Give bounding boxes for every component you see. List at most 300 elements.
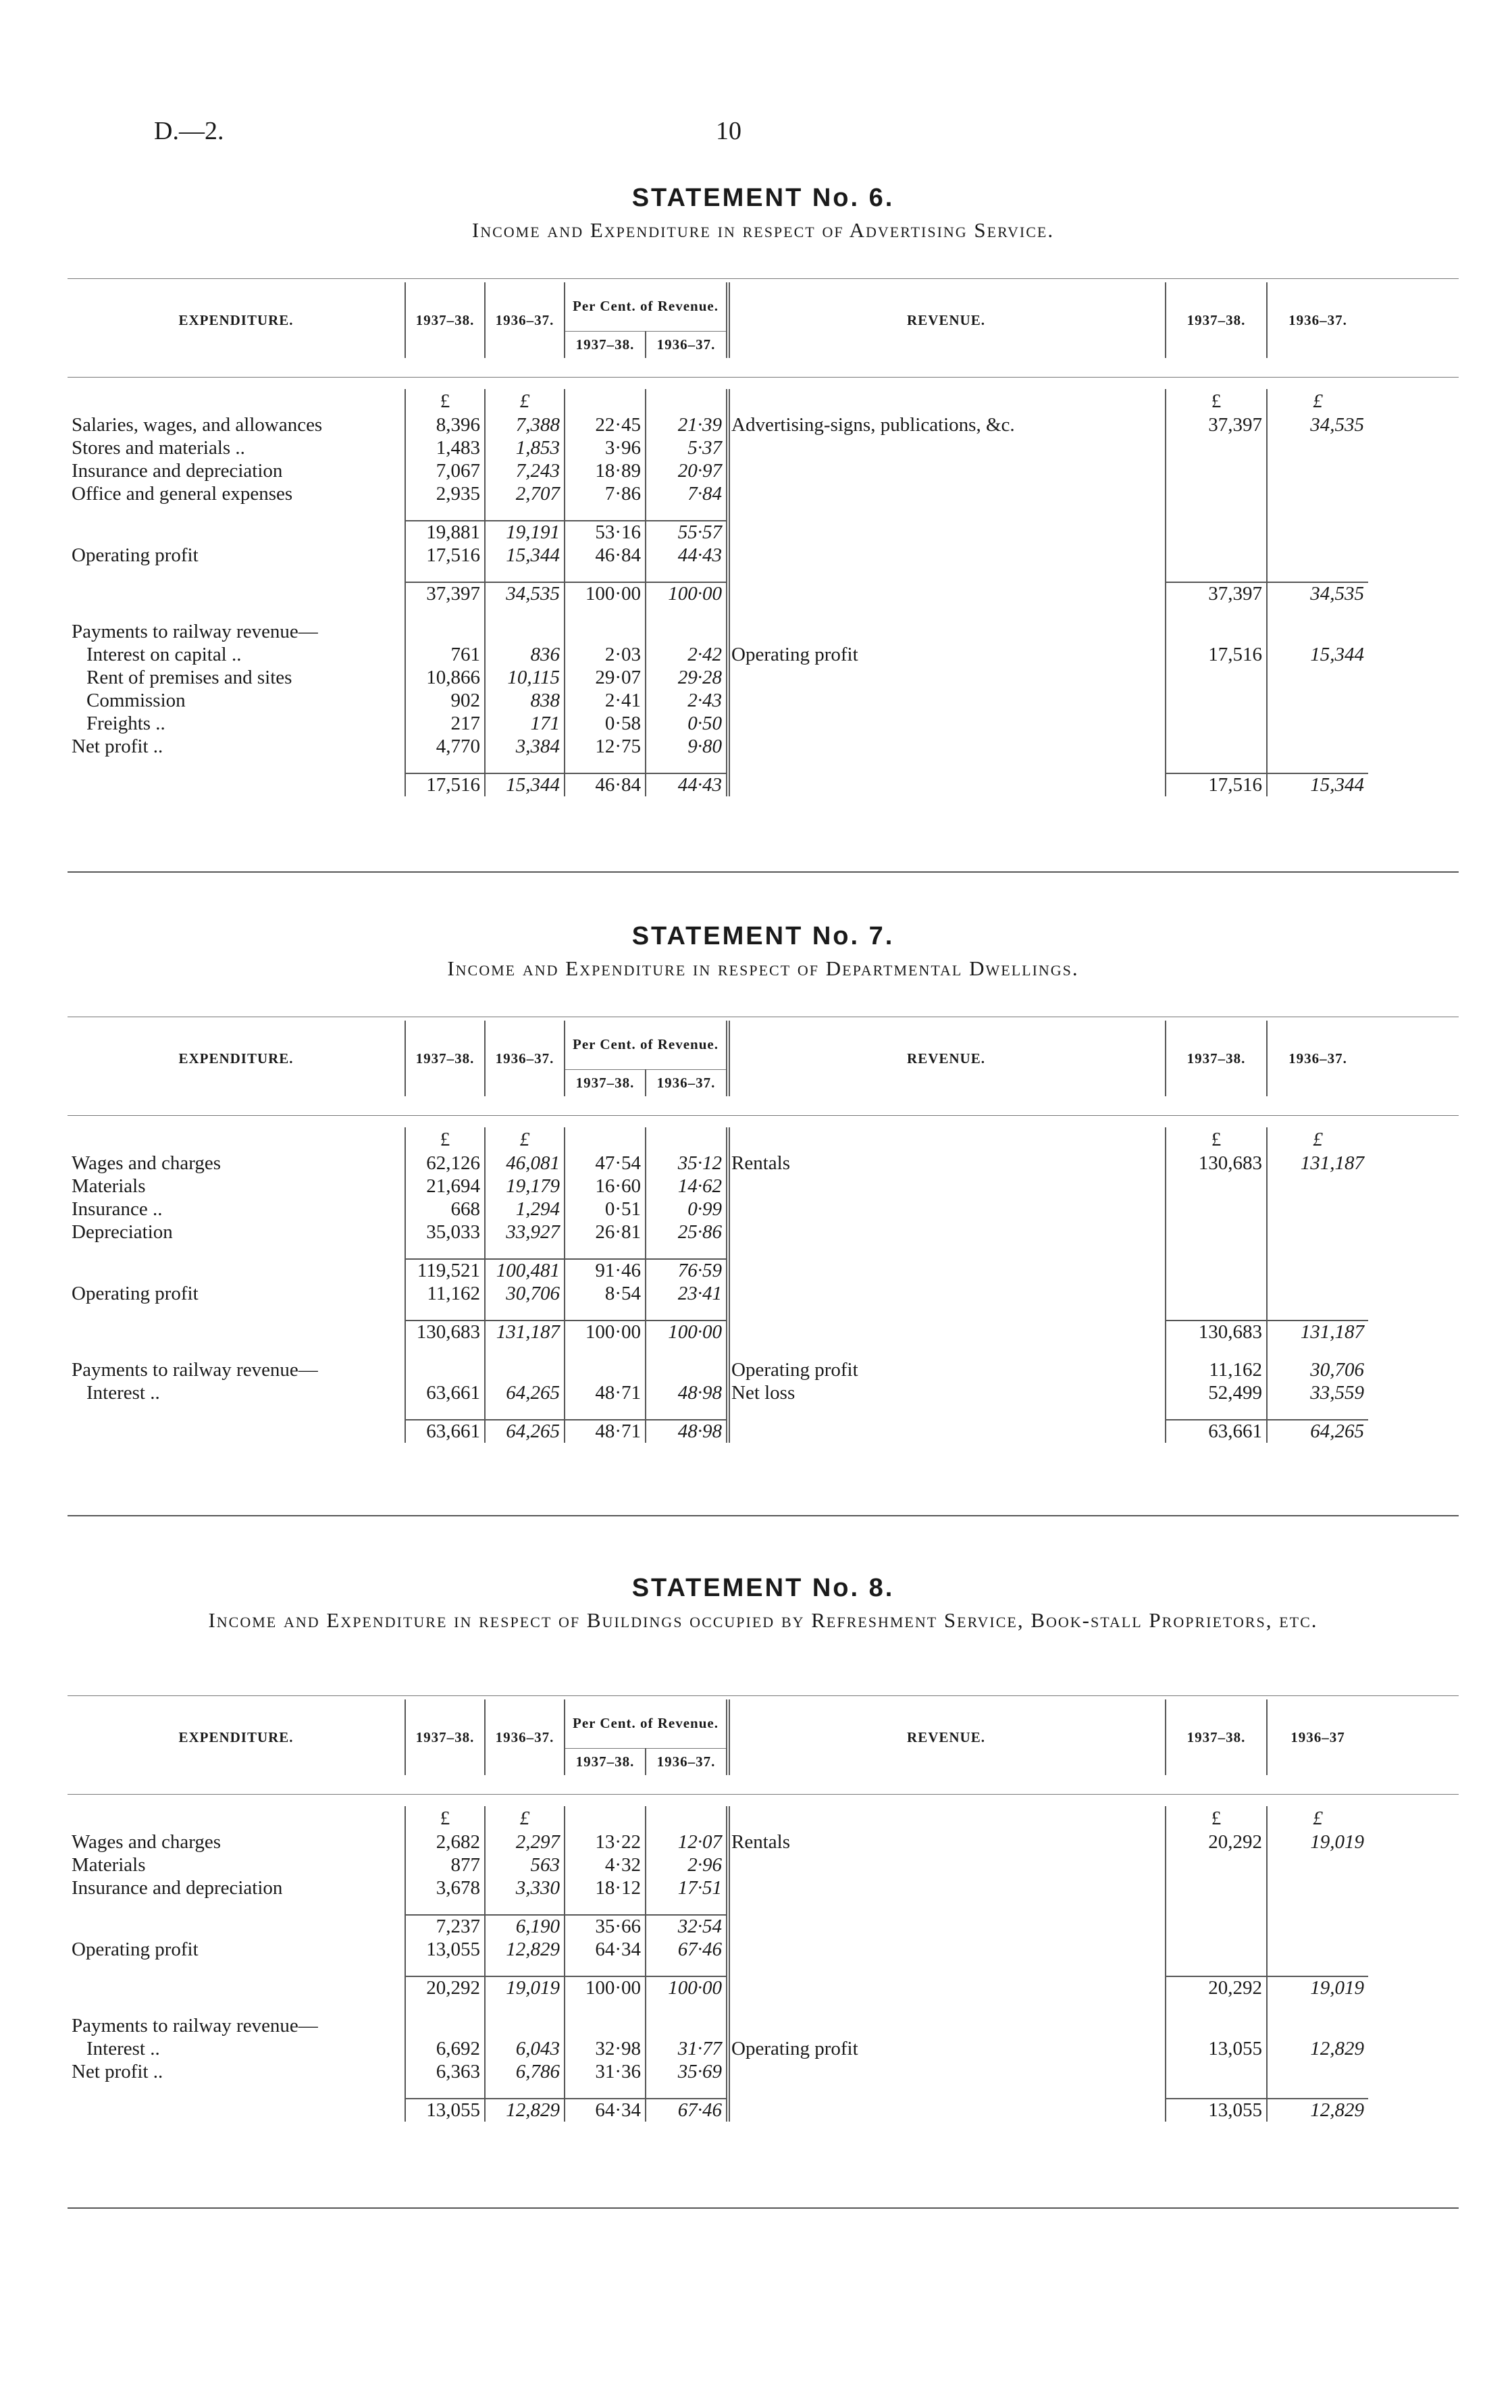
spacer-cell	[1267, 567, 1368, 582]
spacer-cell	[646, 2083, 727, 2099]
spacer-cell	[727, 1899, 1166, 1915]
spacer-cell	[1267, 1899, 1368, 1915]
revenue-1937-38: 13,055	[1166, 2037, 1267, 2060]
amount-1937-38: 2,935	[405, 482, 485, 505]
amount-1937-38: 37,397	[405, 582, 485, 605]
spacer-cell	[565, 605, 646, 620]
currency-symbol: £	[1267, 1127, 1368, 1152]
percent-1937-38: 0·58	[565, 712, 646, 735]
revenue-1937-38	[1166, 689, 1267, 712]
expenditure-item: Freights ..	[86, 712, 165, 734]
expenditure-item: Payments to railway revenue—	[72, 2014, 318, 2036]
statement-subtitle: Income and Expenditure in respect of Buildings occupied by Refreshment Service, Book-stall Proprietors, etc.	[208, 1608, 1318, 1632]
currency-symbol: £	[1166, 1806, 1267, 1830]
spacer-cell	[646, 605, 727, 620]
percent-1937-38: 12·75	[565, 735, 646, 758]
expenditure-item: Depreciation	[72, 1221, 173, 1243]
spacer-cell	[68, 1961, 405, 1976]
statement-body-table	[68, 1806, 1368, 2122]
revenue-1936-37	[1267, 1221, 1368, 1244]
amount-1937-38: 13,055	[405, 1938, 485, 1961]
revenue-item	[727, 582, 1166, 605]
spacer-cell	[1267, 1244, 1368, 1259]
percent-1937-38	[565, 620, 646, 643]
percent-1936-37: 5·37	[646, 436, 727, 459]
amount-1937-38: 63,661	[405, 1420, 485, 1443]
table-row	[68, 1321, 1368, 1343]
revenue-item	[727, 1321, 1166, 1343]
spacer-cell	[727, 2083, 1166, 2099]
expenditure-item: Interest on capital ..	[86, 643, 242, 665]
percent-1936-37	[646, 620, 727, 643]
amount-1936-37: 34,535	[485, 582, 565, 605]
amount-1936-37: 64,265	[485, 1381, 565, 1404]
table-row	[68, 2037, 1368, 2060]
spacer-cell	[727, 1343, 1166, 1358]
revenue-1936-37	[1267, 1938, 1368, 1961]
percent-1936-37: 20·97	[646, 459, 727, 482]
percent-1937-38: 53·16	[565, 521, 646, 544]
revenue-1937-38	[1166, 482, 1267, 505]
amount-1937-38	[405, 2014, 485, 2037]
expenditure-item	[68, 2099, 405, 2122]
spacer-cell	[68, 1343, 405, 1358]
amount-1936-37: 10,115	[485, 666, 565, 689]
expenditure-header: EXPENDITURE.	[178, 1728, 294, 1745]
expenditure-item	[68, 1259, 405, 1282]
percent-1936-37: 44·43	[646, 544, 727, 567]
spacer-cell	[485, 1961, 565, 1976]
header-bottom-rule	[68, 377, 1459, 378]
percent-1936-37: 2·43	[646, 689, 727, 712]
spacer-cell	[646, 1899, 727, 1915]
revenue-item	[727, 436, 1166, 459]
revenue-1937-38	[1166, 666, 1267, 689]
amount-1937-38: 13,055	[405, 2099, 485, 2122]
spacer-cell	[565, 1899, 646, 1915]
percent-1937-38	[565, 2014, 646, 2037]
expenditure-item: Operating profit	[72, 1938, 199, 1960]
amount-1937-38: 6,363	[405, 2060, 485, 2083]
spacer-cell	[646, 389, 727, 413]
spacer-cell	[565, 389, 646, 413]
statement-body-table	[68, 1127, 1368, 1443]
statement-8	[68, 1574, 1459, 2209]
percent-1936-37: 23·41	[646, 1282, 727, 1305]
table-row	[68, 1358, 1368, 1381]
revenue-1937-38: 13,055	[1166, 2099, 1267, 2122]
spacer-cell	[565, 1305, 646, 1321]
spacer-cell	[1267, 1305, 1368, 1321]
spacer-cell	[727, 567, 1166, 582]
revenue-1936-37	[1267, 1259, 1368, 1282]
amount-1937-38: 119,521	[405, 1259, 485, 1282]
percent-1937-38: 29·07	[565, 666, 646, 689]
percent-1936-37: 35·12	[646, 1152, 727, 1175]
amount-1937-38: 217	[405, 712, 485, 735]
amount-1937-38: 902	[405, 689, 485, 712]
column-header-table	[68, 282, 1368, 358]
percent-1936-37: 44·43	[646, 773, 727, 796]
table-row	[68, 582, 1368, 605]
spacer-cell	[646, 1961, 727, 1976]
amount-1936-37: 19,191	[485, 521, 565, 544]
statement-6	[68, 184, 1459, 873]
amount-1936-37: 3,384	[485, 735, 565, 758]
amount-1936-37: 64,265	[485, 1420, 565, 1443]
revenue-1936-37	[1267, 544, 1368, 567]
header-bottom-rule	[68, 1794, 1459, 1795]
amount-1936-37: 19,019	[485, 1976, 565, 1999]
percent-1937-38: 48·71	[565, 1420, 646, 1443]
spacer-cell	[1267, 505, 1368, 521]
revenue-1937-38	[1166, 712, 1267, 735]
table-row	[68, 482, 1368, 505]
spacer-cell	[727, 1244, 1166, 1259]
percent-1937-38: 18·12	[565, 1876, 646, 1899]
amount-1937-38: 63,661	[405, 1381, 485, 1404]
revenue-1936-37	[1267, 1198, 1368, 1221]
percent-1936-37: 55·57	[646, 521, 727, 544]
spacer-cell	[1166, 567, 1267, 582]
revenue-item: Net loss	[727, 1381, 1166, 1404]
revenue-1937-38	[1166, 1876, 1267, 1899]
amount-1936-37: 46,081	[485, 1152, 565, 1175]
revenue-item: Rentals	[727, 1830, 1166, 1853]
revenue-1936-37	[1267, 735, 1368, 758]
spacer-cell	[485, 1999, 565, 2014]
percent-1936-37: 17·51	[646, 1876, 727, 1899]
spacer-cell	[405, 605, 485, 620]
amount-1936-37: 2,297	[485, 1830, 565, 1853]
table-row	[68, 1152, 1368, 1175]
revenue-item: Advertising-signs, publications, &c.	[727, 413, 1166, 436]
revenue-1936-37: 34,535	[1267, 582, 1368, 605]
spacer-cell	[68, 1127, 405, 1152]
percent-1936-37: 2·42	[646, 643, 727, 666]
expenditure-item	[68, 1321, 405, 1343]
revenue-1936-37	[1267, 666, 1368, 689]
spacer-cell	[565, 758, 646, 773]
percent-1936-37: 32·54	[646, 1915, 727, 1938]
revenue-1937-38	[1166, 620, 1267, 643]
spacer-cell	[646, 1127, 727, 1152]
table-row	[68, 521, 1368, 544]
percent-1937-38: 100·00	[565, 1321, 646, 1343]
spacer-cell	[68, 2083, 405, 2099]
table-row	[68, 544, 1368, 567]
spacer-cell	[1267, 1404, 1368, 1420]
percent-1937-38: 18·89	[565, 459, 646, 482]
statement-subtitle: Income and Expenditure in respect of Departmental Dwellings.	[447, 956, 1079, 980]
spacer-cell	[646, 1343, 727, 1358]
spacer-cell	[1166, 758, 1267, 773]
amount-1937-38: 7,237	[405, 1915, 485, 1938]
revenue-item	[727, 521, 1166, 544]
spacer-cell	[1166, 505, 1267, 521]
spacer-cell	[727, 389, 1166, 413]
spacer-cell	[405, 2083, 485, 2099]
table-row	[68, 1938, 1368, 1961]
spacer-cell	[1166, 2083, 1267, 2099]
spacer-cell	[727, 505, 1166, 521]
revenue-item	[727, 1198, 1166, 1221]
column-header-table	[68, 1699, 1368, 1775]
currency-symbol: £	[1267, 389, 1368, 413]
revenue-item	[727, 459, 1166, 482]
table-row	[68, 2014, 1368, 2037]
percent-1936-37: 25·86	[646, 1221, 727, 1244]
revenue-1937-38: 52,499	[1166, 1381, 1267, 1404]
table-row	[68, 1198, 1368, 1221]
per-cent-year-1936: 1936–37.	[646, 331, 727, 358]
table-row	[68, 2060, 1368, 2083]
revenue-1936-37: 15,344	[1267, 773, 1368, 796]
percent-1937-38: 13·22	[565, 1830, 646, 1853]
table-row	[68, 643, 1368, 666]
table-row	[68, 1830, 1368, 1853]
year-header-1937: 1937–38.	[405, 282, 485, 358]
amount-1936-37: 1,853	[485, 436, 565, 459]
header-top-rule	[68, 1695, 1459, 1696]
spacer-cell	[405, 1305, 485, 1321]
expenditure-item: Payments to railway revenue—	[72, 620, 318, 642]
table-row	[68, 1381, 1368, 1404]
expenditure-item: Rent of premises and sites	[86, 666, 292, 688]
expenditure-header: EXPENDITURE.	[178, 311, 294, 328]
amount-1937-38: 17,516	[405, 773, 485, 796]
revenue-item	[727, 1282, 1166, 1305]
revenue-1936-37	[1267, 1853, 1368, 1876]
table-row	[68, 1420, 1368, 1443]
expenditure-header: EXPENDITURE.	[178, 1050, 294, 1067]
column-header-table	[68, 1021, 1368, 1096]
expenditure-item	[68, 773, 405, 796]
revenue-1936-37	[1267, 459, 1368, 482]
percent-1936-37: 2·96	[646, 1853, 727, 1876]
amount-1937-38: 4,770	[405, 735, 485, 758]
percent-1936-37: 100·00	[646, 1321, 727, 1343]
table-row	[68, 712, 1368, 735]
spacer-cell	[485, 567, 565, 582]
spacer-cell	[727, 1127, 1166, 1152]
spacer-cell	[646, 758, 727, 773]
revenue-item	[727, 689, 1166, 712]
spacer-cell	[68, 1305, 405, 1321]
percent-1936-37: 100·00	[646, 582, 727, 605]
amount-1937-38: 35,033	[405, 1221, 485, 1244]
revenue-item	[727, 1938, 1166, 1961]
amount-1937-38: 19,881	[405, 521, 485, 544]
table-row	[68, 1976, 1368, 1999]
revenue-item: Operating profit	[727, 643, 1166, 666]
currency-symbol: £	[1267, 1806, 1368, 1830]
revenue-item	[727, 2099, 1166, 2122]
table-row	[68, 689, 1368, 712]
revenue-item	[727, 2060, 1166, 2083]
amount-1937-38: 1,483	[405, 436, 485, 459]
spacer-cell	[565, 1806, 646, 1830]
revenue-item: Rentals	[727, 1152, 1166, 1175]
revenue-year-header-1937: 1937–38.	[1166, 1021, 1267, 1096]
spacer-cell	[405, 1899, 485, 1915]
revenue-year-header-1937: 1937–38.	[1166, 282, 1267, 358]
expenditure-item: Operating profit	[72, 1282, 199, 1304]
spacer-cell	[1267, 2083, 1368, 2099]
spacer-cell	[485, 605, 565, 620]
revenue-1936-37	[1267, 1876, 1368, 1899]
revenue-1936-37: 12,829	[1267, 2037, 1368, 2060]
spacer-cell	[485, 1305, 565, 1321]
currency-symbol: £	[405, 1806, 485, 1830]
revenue-item	[727, 544, 1166, 567]
revenue-item	[727, 1915, 1166, 1938]
revenue-1937-38: 37,397	[1166, 413, 1267, 436]
revenue-year-header-1936: 1936–37.	[1267, 282, 1368, 358]
table-row	[68, 1221, 1368, 1244]
spacer-cell	[405, 505, 485, 521]
amount-1936-37: 100,481	[485, 1259, 565, 1282]
spacer-cell	[68, 1806, 405, 1830]
statement-bottom-rule	[68, 2207, 1459, 2209]
spacer-cell	[68, 758, 405, 773]
revenue-item	[727, 2014, 1166, 2037]
revenue-1936-37: 19,019	[1267, 1976, 1368, 1999]
amount-1937-38: 17,516	[405, 544, 485, 567]
percent-1937-38: 0·51	[565, 1198, 646, 1221]
percent-1936-37: 35·69	[646, 2060, 727, 2083]
percent-1937-38	[565, 1358, 646, 1381]
spacer-cell	[565, 1404, 646, 1420]
revenue-1936-37: 64,265	[1267, 1420, 1368, 1443]
amount-1936-37	[485, 1358, 565, 1381]
amount-1937-38: 11,162	[405, 1282, 485, 1305]
amount-1936-37: 30,706	[485, 1282, 565, 1305]
spacer-cell	[565, 567, 646, 582]
expenditure-item: Commission	[86, 689, 186, 711]
expenditure-item: Salaries, wages, and allowances	[72, 413, 323, 436]
percent-1937-38: 64·34	[565, 2099, 646, 2122]
table-row	[68, 735, 1368, 758]
table-row	[68, 773, 1368, 796]
spacer-cell	[565, 2083, 646, 2099]
currency-symbol: £	[405, 1127, 485, 1152]
spacer-cell	[646, 567, 727, 582]
revenue-1937-38	[1166, 1259, 1267, 1282]
spacer-cell	[1166, 1999, 1267, 2014]
per-cent-year-1936: 1936–37.	[646, 1748, 727, 1775]
currency-symbol: £	[485, 389, 565, 413]
spacer-cell	[68, 1404, 405, 1420]
spacer-cell	[1166, 1244, 1267, 1259]
amount-1936-37: 6,786	[485, 2060, 565, 2083]
spacer-cell	[1267, 1343, 1368, 1358]
amount-1937-38: 8,396	[405, 413, 485, 436]
spacer-cell	[727, 1305, 1166, 1321]
currency-symbol: £	[1166, 1127, 1267, 1152]
percent-1937-38: 46·84	[565, 544, 646, 567]
revenue-1936-37: 131,187	[1267, 1152, 1368, 1175]
year-header-1936: 1936–37.	[485, 1699, 565, 1775]
page-reference: D.—2.	[154, 117, 224, 145]
revenue-item	[727, 1175, 1166, 1198]
amount-1937-38: 20,292	[405, 1976, 485, 1999]
revenue-1937-38	[1166, 1938, 1267, 1961]
spacer-cell	[727, 605, 1166, 620]
percent-1937-38: 91·46	[565, 1259, 646, 1282]
amount-1937-38: 877	[405, 1853, 485, 1876]
spacer-cell	[405, 1343, 485, 1358]
revenue-1936-37	[1267, 2060, 1368, 2083]
revenue-1936-37: 34,535	[1267, 413, 1368, 436]
spacer-cell	[68, 1999, 405, 2014]
spacer-cell	[565, 1127, 646, 1152]
expenditure-item: Wages and charges	[72, 1152, 221, 1174]
expenditure-item: Materials	[72, 1853, 146, 1876]
table-row	[68, 2099, 1368, 2122]
table-row	[68, 1853, 1368, 1876]
percent-1937-38: 35·66	[565, 1915, 646, 1938]
per-cent-year-1937: 1937–38.	[565, 1069, 646, 1096]
revenue-year-header-1937: 1937–38.	[1166, 1699, 1267, 1775]
spacer-cell	[405, 1999, 485, 2014]
table-row	[68, 1876, 1368, 1899]
revenue-1936-37: 15,344	[1267, 643, 1368, 666]
page-number: 10	[716, 117, 741, 145]
revenue-item	[727, 735, 1166, 758]
revenue-1936-37	[1267, 436, 1368, 459]
revenue-1937-38	[1166, 436, 1267, 459]
per-cent-header: Per Cent. of Revenue.	[565, 1699, 727, 1748]
spacer-cell	[68, 605, 405, 620]
percent-1937-38: 64·34	[565, 1938, 646, 1961]
revenue-header: REVENUE.	[727, 1021, 1166, 1096]
revenue-1936-37	[1267, 1915, 1368, 1938]
percent-1936-37: 67·46	[646, 1938, 727, 1961]
amount-1936-37: 12,829	[485, 1938, 565, 1961]
percent-1936-37: 76·59	[646, 1259, 727, 1282]
revenue-1937-38	[1166, 521, 1267, 544]
percent-1936-37: 29·28	[646, 666, 727, 689]
per-cent-year-1937: 1937–38.	[565, 1748, 646, 1775]
year-header-1937: 1937–38.	[405, 1699, 485, 1775]
amount-1936-37: 131,187	[485, 1321, 565, 1343]
revenue-1937-38	[1166, 544, 1267, 567]
spacer-cell	[485, 758, 565, 773]
expenditure-item: Office and general expenses	[72, 482, 293, 505]
table-row	[68, 666, 1368, 689]
percent-1936-37: 100·00	[646, 1976, 727, 1999]
revenue-1937-38: 17,516	[1166, 643, 1267, 666]
year-header-1936: 1936–37.	[485, 282, 565, 358]
amount-1936-37: 19,179	[485, 1175, 565, 1198]
spacer-cell	[405, 758, 485, 773]
spacer-cell	[646, 1404, 727, 1420]
spacer-cell	[1267, 1999, 1368, 2014]
spacer-cell	[485, 1899, 565, 1915]
expenditure-item: Interest ..	[86, 2037, 160, 2059]
revenue-header: REVENUE.	[727, 282, 1166, 358]
per-cent-header: Per Cent. of Revenue.	[565, 1021, 727, 1069]
table-row	[68, 620, 1368, 643]
amount-1936-37: 6,190	[485, 1915, 565, 1938]
amount-1937-38: 761	[405, 643, 485, 666]
amount-1936-37: 563	[485, 1853, 565, 1876]
amount-1936-37: 15,344	[485, 773, 565, 796]
amount-1937-38: 7,067	[405, 459, 485, 482]
percent-1936-37: 7·84	[646, 482, 727, 505]
spacer-cell	[68, 389, 405, 413]
